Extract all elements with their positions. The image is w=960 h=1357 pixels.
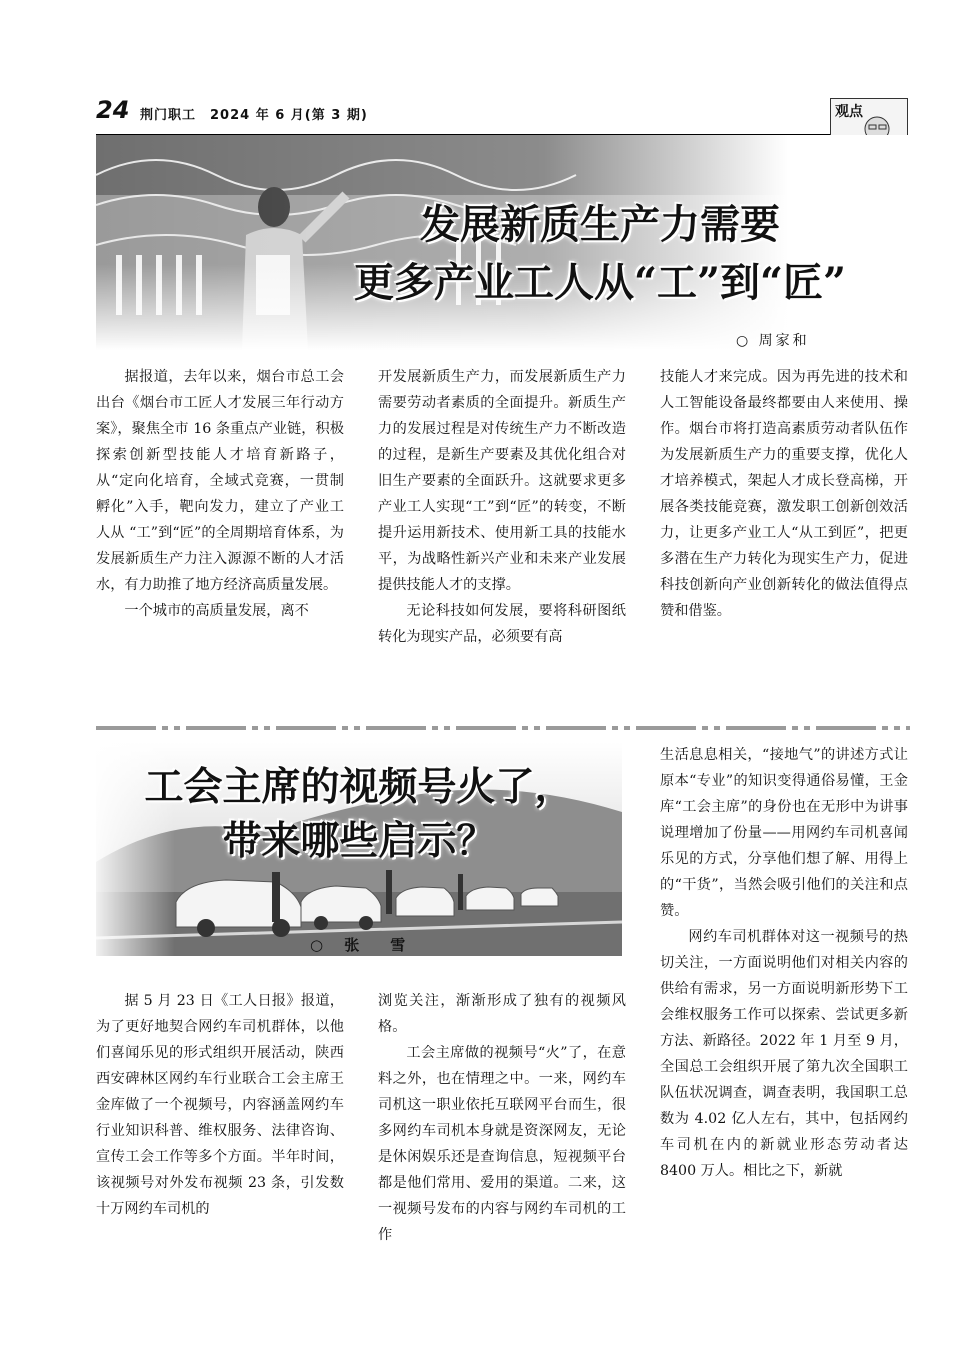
article2-byline: ○ 张 雪 bbox=[310, 936, 414, 954]
article1-title bbox=[300, 196, 900, 312]
page-number: 24 bbox=[96, 96, 130, 124]
paragraph: 技能人才来完成。因为再先进的技术和人工智能设备最终都要由人来使用、操作。烟台市将打造高素质劳动者队伍作为发展新质生产力的重要支撑，优化人才培养模式，架起人才成长登高梯，开展各类技能竞赛，激发职工创新创效活力，让更多产业工人“从工到匠”，把更多潜在生产力转化为现实生产力，促进科技创新向产业创新转化的做法值得点赞和借鉴。 bbox=[660, 369, 908, 619]
article2-column-1 bbox=[96, 988, 344, 1222]
article1-byline: ○ 周家和 bbox=[736, 333, 810, 349]
paragraph: 网约车司机群体对这一视频号的热切关注，一方面说明他们对相关内容的供给有需求，另一方面说明新形势下工会维权服务工作可以探索、尝试更多新方法、新路径。2022 年 1 月至 9 月，全国总工会组织开展了第九次全国职工队伍状况调查，调查表明，我国职工总数为 4.02 亿人左右，其中，包括网约车司机在内的新就业形态劳动者达 8400 万人。相比之下，新就 bbox=[660, 929, 908, 1179]
article2-title bbox=[96, 760, 622, 868]
article2-column-3 bbox=[660, 742, 908, 1184]
article1-column-2 bbox=[378, 364, 626, 650]
publication-info: 荆门职工 2024 年 6 月(第 3 期) bbox=[140, 108, 368, 123]
paragraph: 浏览关注，渐渐形成了独有的视频风格。 bbox=[378, 993, 626, 1035]
article2-title-line1: 工会主席的视频号火了， bbox=[144, 764, 574, 810]
article1-column-3 bbox=[660, 364, 908, 624]
section-divider bbox=[96, 716, 910, 722]
article1-title-line2: 更多产业工人从“工”到“匠” bbox=[353, 259, 847, 306]
article2-title-line2: 带来哪些启示？ bbox=[222, 818, 496, 864]
paragraph: 开发展新质生产力，而发展新质生产力需要劳动者素质的全面提升。新质生产力的发展过程是对传统生产力不断改造的过程，是新生产要素及其优化组合对旧生产要素的全面跃升。这就要求更多产业工人实现“工”到“匠”的转变，不断提升运用新技术、使用新工具的技能水平，为战略性新兴产业和未来产业发展提供技能人才的支撑。 bbox=[378, 369, 626, 593]
paragraph: 一个城市的高质量发展，离不 bbox=[124, 603, 309, 619]
article2-column-2 bbox=[378, 988, 626, 1248]
article1-title-line1: 发展新质生产力需要 bbox=[420, 201, 780, 248]
paragraph: 据 5 月 23 日《工人日报》报道，为了更好地契合网约车司机群体，以他们喜闻乐见的形式组织开展活动，陕西西安碑林区网约车行业联合工会主席王金库做了一个视频号，内容涵盖网约车行业知识科普、维权服务、法律咨询、宣传工会工作等多个方面。半年时间，该视频号对外发布视频 23 条，引发数十万网约车司机的 bbox=[96, 993, 344, 1217]
paragraph: 生活息息相关，“接地气”的讲述方式让原本“专业”的知识变得通俗易懂，王金库“工会主席”的身份也在无形中为讲事说理增加了份量——用网约车司机喜闻乐见的方式，分享他们想了解、用得上的“干货”，当然会吸引他们的关注和点赞。 bbox=[660, 747, 908, 919]
column-badge-label: 观点 bbox=[835, 104, 863, 120]
paragraph: 无论科技如何发展，要将科研图纸转化为现实产品，必须要有高 bbox=[378, 603, 626, 645]
paragraph: 工会主席做的视频号“火”了，在意料之外，也在情理之中。一来，网约车司机这一职业依托互联网平台而生，很多网约车司机本身就是资深网友，无论是休闲娱乐还是查询信息，短视频平台都是他们常用、爱用的渠道。二来，这一视频号发布的内容与网约车司机的工作 bbox=[378, 1045, 626, 1243]
article1-column-1 bbox=[96, 364, 344, 624]
paragraph: 据报道，去年以来，烟台市总工会出台《烟台市工匠人才发展三年行动方案》，聚焦全市 16 条重点产业链，积极探索创新型技能人才培育新路子，从“定向化培育，全域式竞赛，一贯制孵化”入手，靶向发力，建立了产业工人从 “工”到“匠”的全周期培育体系，为发展新质生产力注入源源不断的人才活水，有力助推了地方经济高质量发展。 bbox=[96, 369, 344, 593]
